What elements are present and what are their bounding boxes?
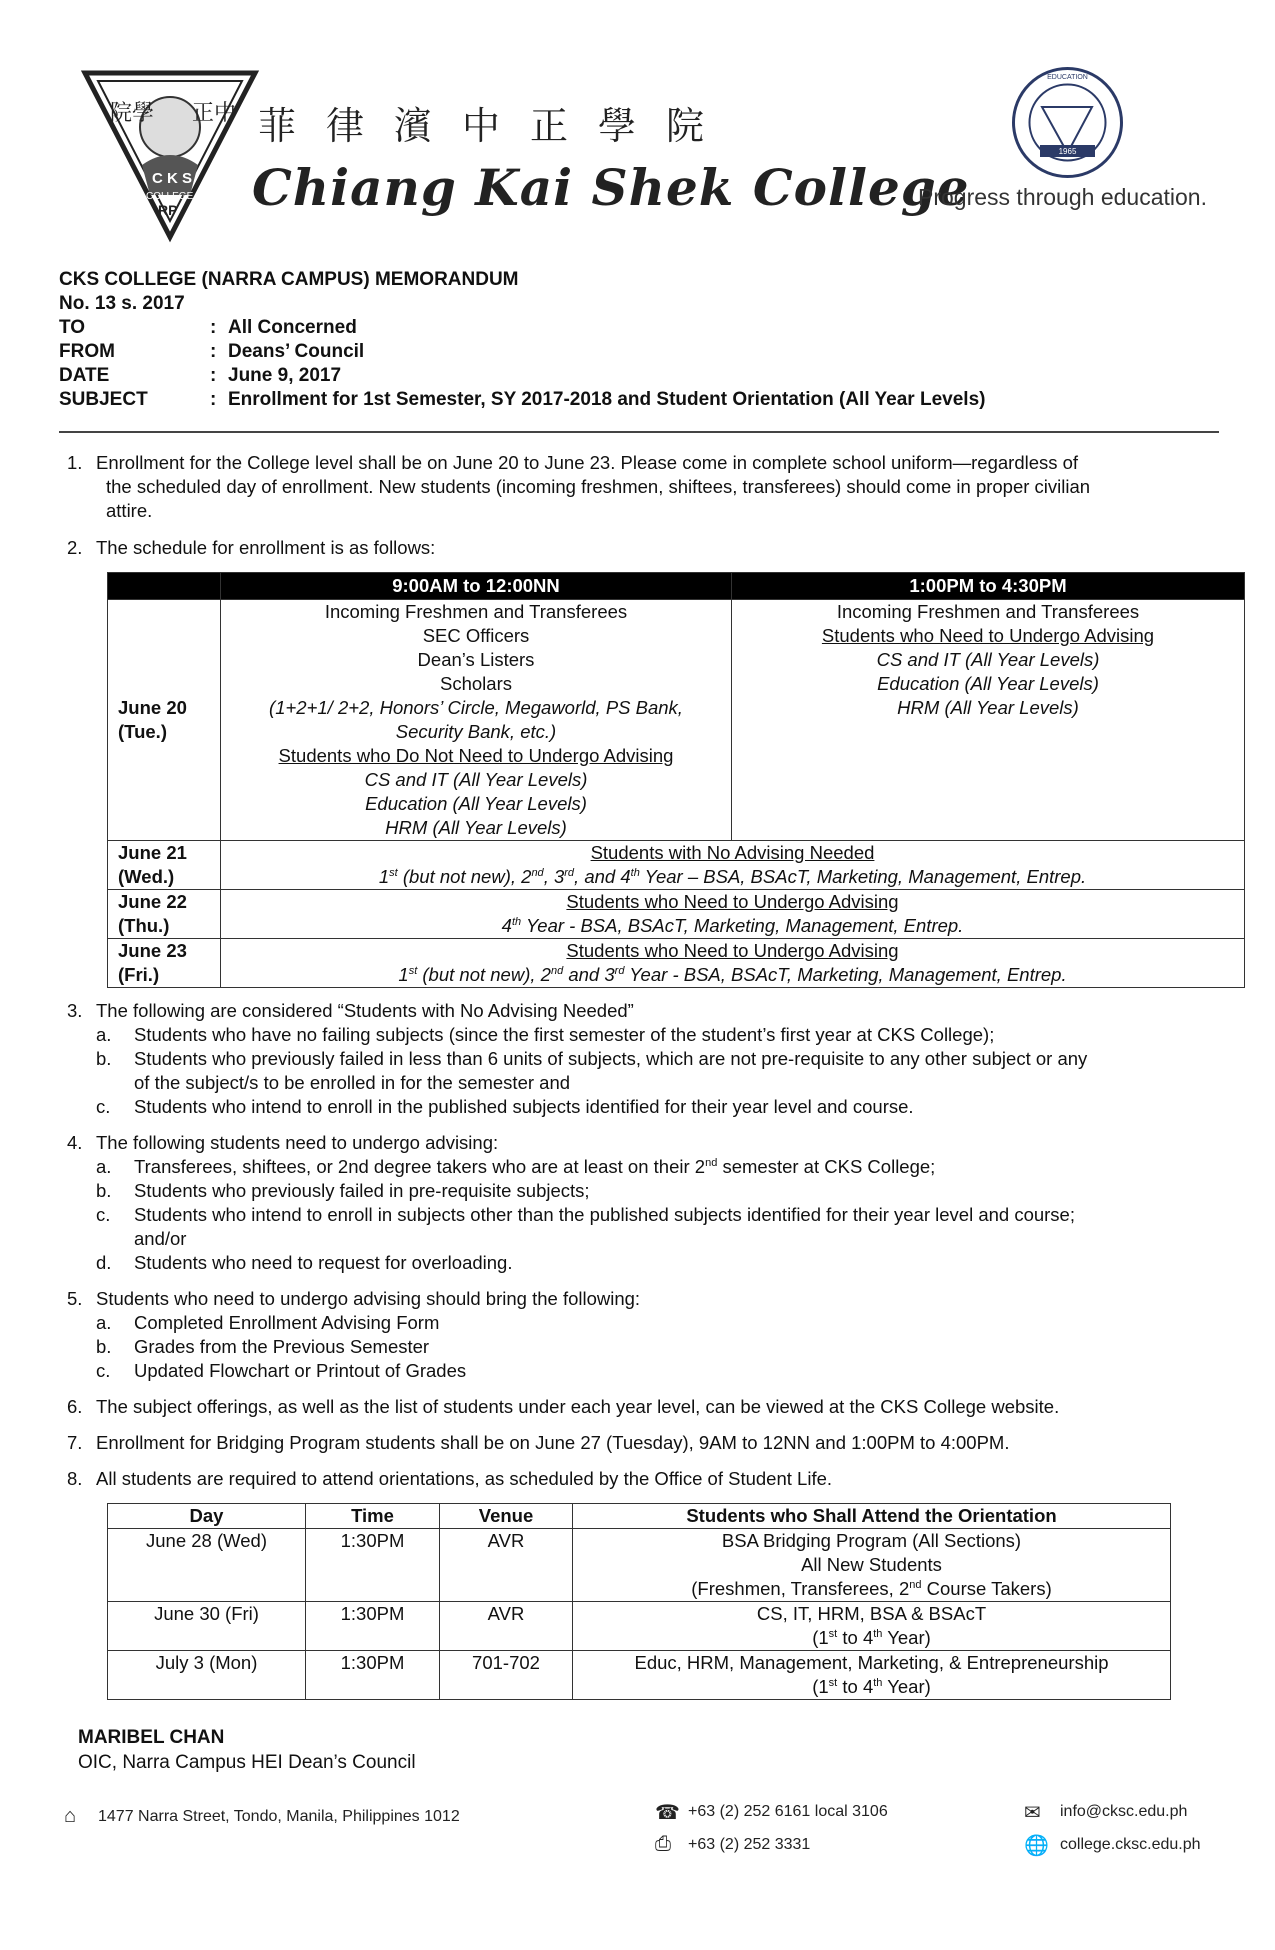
students-cell: CS, IT, HRM, BSA & BSAcT (1st to 4th Year)	[573, 1602, 1171, 1651]
header-day: Day	[108, 1504, 306, 1529]
day-weekday: (Tue.)	[118, 721, 167, 742]
day-cell	[108, 939, 221, 988]
time-cell: 1:30PM	[306, 1529, 440, 1602]
item-5-text: Students who need to undergo advising should bring the following:	[96, 1288, 641, 1309]
subject-label: SUBJECT	[59, 389, 148, 410]
group-detail: (1+2+1/ 2+2, Honors’ Circle, Megaworld, PS Bank,	[269, 697, 683, 718]
phone-icon: ☎	[655, 1802, 680, 1824]
svg-text:RP: RP	[158, 202, 178, 218]
svg-text:1965: 1965	[1058, 147, 1077, 156]
to-label: TO	[59, 317, 86, 338]
fax-icon: ⎙	[655, 1833, 671, 1855]
footer-web[interactable]: college.cksc.edu.ph	[1060, 1836, 1201, 1853]
day-cell	[108, 841, 221, 890]
group-label: SEC Officers	[422, 625, 530, 646]
to-value: All Concerned	[228, 317, 357, 338]
item-number: 1.	[67, 452, 83, 473]
group-detail: 1st (but not new), 2nd and 3rd Year - BSA, BSAcT, Marketing, Management, Entrep.	[398, 964, 1067, 985]
item-number: 7.	[67, 1432, 83, 1453]
group-label: Incoming Freshmen and Transferees	[836, 601, 1140, 622]
header-blank	[108, 573, 221, 600]
table-row	[108, 890, 1245, 939]
students-cell: Educ, HRM, Management, Marketing, & Entrepreneurship (1st to 4th Year)	[573, 1651, 1171, 1700]
item-4-text: The following students need to undergo advising:	[96, 1132, 499, 1153]
english-college-name: Chiang Kai Shek College	[252, 158, 970, 217]
group-detail: HRM (All Year Levels)	[385, 817, 567, 838]
memo-number: No. 13 s. 2017	[59, 293, 185, 314]
group-detail: Education (All Year Levels)	[877, 673, 1099, 694]
item-8-text: All students are required to attend orientations, as scheduled by the Office of Student Life.	[96, 1468, 833, 1489]
day-date: June 20	[118, 697, 187, 718]
all-day-cell	[221, 890, 1245, 939]
svg-text:C K S: C K S	[152, 170, 193, 187]
from-label: FROM	[59, 341, 115, 362]
table-row	[108, 600, 1245, 841]
group-detail: 4th Year - BSA, BSAcT, Marketing, Management, Entrep.	[501, 915, 964, 936]
all-day-cell	[221, 841, 1245, 890]
table-row	[108, 1602, 1171, 1651]
envelope-icon: ✉	[1024, 1802, 1041, 1824]
all-day-cell	[221, 939, 1245, 988]
group-detail: CS and IT (All Year Levels)	[364, 769, 588, 790]
group-heading: Students who Do Not Need to Undergo Advising	[278, 745, 674, 766]
group-label: Dean’s Listers	[417, 649, 535, 670]
item-6-text: The subject offerings, as well as the list of students under each year level, can be viewed at the CKS College website.	[96, 1396, 1060, 1417]
group-detail: CS and IT (All Year Levels)	[876, 649, 1100, 670]
group-heading: Students with No Advising Needed	[590, 842, 875, 863]
svg-text:COLLEGE: COLLEGE	[146, 191, 194, 202]
chinese-college-name: 菲律濱中正學院	[258, 104, 735, 148]
item-number: 8.	[67, 1468, 83, 1489]
divider	[59, 431, 1219, 433]
item-2-text: The schedule for enrollment is as follows:	[96, 537, 436, 558]
svg-text:正中: 正中	[192, 101, 237, 126]
header-venue: Venue	[440, 1504, 573, 1529]
enrollment-schedule-table	[107, 572, 1245, 988]
item-number: 3.	[67, 1000, 83, 1021]
svg-text:EDUCATION: EDUCATION	[1047, 74, 1088, 81]
college-seal	[1010, 65, 1125, 180]
header-students: Students who Shall Attend the Orientation	[573, 1504, 1171, 1529]
item-number: 4.	[67, 1132, 83, 1153]
day-weekday: (Fri.)	[118, 964, 160, 985]
item-7-text: Enrollment for Bridging Program students shall be on June 27 (Tuesday), 9AM to 12NN and 1:00PM to 4:00PM.	[96, 1432, 1010, 1453]
table-row	[108, 841, 1245, 890]
college-logo	[80, 65, 260, 245]
header-time: Time	[306, 1504, 440, 1529]
table-row	[108, 1651, 1171, 1700]
group-detail: Education (All Year Levels)	[365, 793, 587, 814]
item-number: 5.	[67, 1288, 83, 1309]
day-weekday: (Wed.)	[118, 866, 175, 887]
group-label: Incoming Freshmen and Transferees	[324, 601, 628, 622]
footer-address: 1477 Narra Street, Tondo, Manila, Philippines 1012	[98, 1808, 460, 1825]
venue-cell: AVR	[440, 1529, 573, 1602]
morning-cell	[221, 600, 732, 841]
date-value: June 9, 2017	[228, 365, 342, 386]
globe-icon: 🌐	[1024, 1835, 1049, 1857]
group-heading: Students who Need to Undergo Advising	[566, 891, 899, 912]
time-cell: 1:30PM	[306, 1602, 440, 1651]
tagline: Progress through education.	[918, 184, 1207, 210]
group-detail: HRM (All Year Levels)	[897, 697, 1079, 718]
day-weekday: (Thu.)	[118, 915, 170, 936]
table-row	[108, 939, 1245, 988]
day-date: June 21	[118, 842, 187, 863]
item-3-text: The following are considered “Students with No Advising Needed”	[96, 1000, 634, 1021]
group-label: Scholars	[440, 673, 512, 694]
header-morning: 9:00AM to 12:00NN	[221, 573, 732, 600]
group-heading: Students who Need to Undergo Advising	[566, 940, 899, 961]
footer-fax: +63 (2) 252 3331	[688, 1836, 811, 1853]
table-row	[108, 1529, 1171, 1602]
group-heading: Students who Need to Undergo Advising	[821, 625, 1155, 646]
signatory-title: OIC, Narra Campus HEI Dean’s Council	[78, 1752, 416, 1773]
group-detail: 1st (but not new), 2nd, 3rd, and 4th Year – BSA, BSAcT, Marketing, Management, Entrep.	[378, 866, 1087, 887]
memo-heading: CKS COLLEGE (NARRA CAMPUS) MEMORANDUM	[59, 269, 519, 290]
time-cell: 1:30PM	[306, 1651, 440, 1700]
venue-cell: 701-702	[440, 1651, 573, 1700]
item-1-line: attire.	[106, 500, 153, 521]
day-cell: July 3 (Mon)	[108, 1651, 306, 1700]
day-cell	[108, 890, 221, 939]
header-afternoon: 1:00PM to 4:30PM	[732, 573, 1245, 600]
date-label: DATE	[59, 365, 110, 386]
afternoon-cell	[732, 600, 1245, 841]
group-detail: Security Bank, etc.)	[395, 721, 557, 742]
item-number: 2.	[67, 537, 83, 558]
subject-value: Enrollment for 1st Semester, SY 2017-2018 and Student Orientation (All Year Levels)	[228, 389, 986, 410]
signatory-name: MARIBEL CHAN	[78, 1727, 225, 1748]
house-icon: ⌂	[64, 1805, 77, 1827]
day-cell	[108, 600, 221, 841]
item-number: 6.	[67, 1396, 83, 1417]
item-1-line: the scheduled day of enrollment. New students (incoming freshmen, shiftees, transferees) should come in proper civilian	[106, 476, 1091, 497]
from-value: Deans’ Council	[228, 341, 365, 362]
day-date: June 23	[118, 940, 187, 961]
footer-phone: +63 (2) 252 6161 local 3106	[688, 1803, 888, 1820]
venue-cell: AVR	[440, 1602, 573, 1651]
footer-email[interactable]: info@cksc.edu.ph	[1060, 1803, 1188, 1820]
day-cell: June 30 (Fri)	[108, 1602, 306, 1651]
students-cell: BSA Bridging Program (All Sections) All New Students (Freshmen, Transferees, 2nd Course Takers)	[573, 1529, 1171, 1602]
orientation-schedule-table	[107, 1503, 1171, 1700]
svg-text:院學: 院學	[110, 101, 155, 126]
day-cell: June 28 (Wed)	[108, 1529, 306, 1602]
item-1-line: Enrollment for the College level shall be on June 20 to June 23. Please come in complete school uniform—regardless of	[96, 452, 1079, 473]
day-date: June 22	[118, 891, 187, 912]
